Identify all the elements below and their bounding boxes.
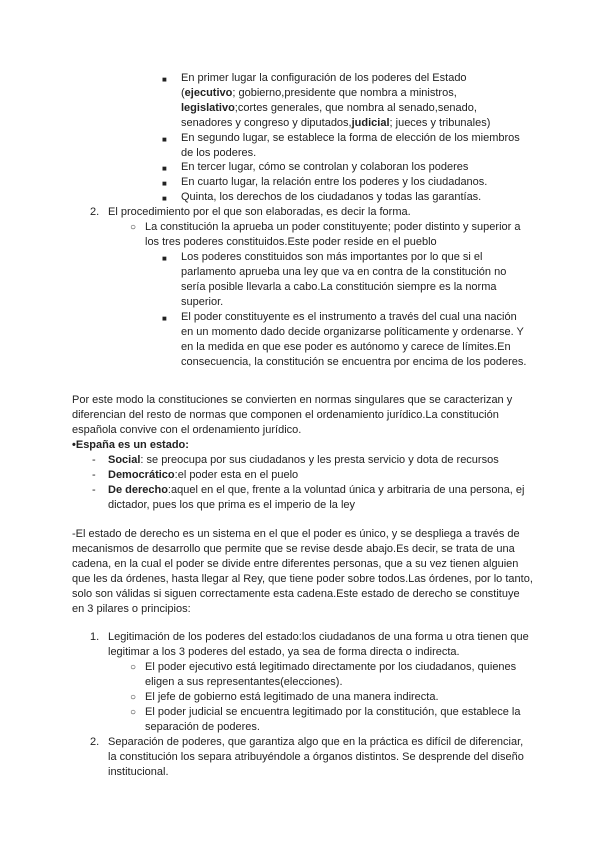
list-item <box>108 468 533 483</box>
list-item: El procedimiento por el que son elaboradas, es decir la forma. <box>108 206 411 218</box>
list-item: Separación de poderes, que garantiza algo que en la práctica es difícil de diferenciar, la constitución los separa atribuyéndole a órganos distintos. Se desprende del diseño institucional. <box>108 736 524 778</box>
dash-bullet: - <box>92 469 96 481</box>
item-text: ;cortes generales, que nombra al senado,senado, senadores y congreso y diputados, <box>181 102 477 129</box>
square-bullet-icon: ■ <box>162 194 167 203</box>
circle-bullet-icon: ○ <box>130 662 137 673</box>
square-bullet-icon: ■ <box>162 164 167 173</box>
list-item: La constitución la aprueba un poder constituyente; poder distinto y superior a los tres poderes constituidos.Este poder reside en el pueblo <box>145 221 521 248</box>
square-bullet-icon: ■ <box>162 314 167 323</box>
item-text: : se preocupa por sus ciudadanos y les presta servicio y dota de recursos <box>140 454 499 466</box>
square-bullet-icon: ■ <box>162 75 167 84</box>
bold-term: legislativo <box>181 102 235 114</box>
list-item: El poder constituyente es el instrumento a través del cual una nación en un momento dado decide organizarse políticamente y ordenarse. Y en la medida en que ese poder es autónomo y carece de límites.En consecuencia, la constitución se encuentra por encima de los poderes. <box>181 311 527 368</box>
item-text: ; jueces y tribunales) <box>389 117 491 129</box>
list-number: 2. <box>90 736 100 748</box>
list-item: El poder ejecutivo está legitimado directamente por los ciudadanos, quienes eligen a sus representantes(elecciones). <box>145 661 517 688</box>
list-item: Legitimación de los poderes del estado:los ciudadanos de una forma u otra tienen que legitimar a los 3 poderes del estado, ya sea de forma directa o indirecta. <box>108 631 529 658</box>
list-item: Los poderes constituidos son más importantes por lo que si el parlamento aprueba una ley que va en contra de la constitución no sería posible llevarla a cabo.La constitución siempre es la norma superior. <box>181 251 507 308</box>
bold-term: Democrático <box>108 469 175 481</box>
item-text: :el poder esta en el puelo <box>174 469 299 481</box>
bold-term: De derecho <box>108 484 168 496</box>
square-bullet-icon: ■ <box>162 254 167 263</box>
list-item <box>181 71 501 131</box>
list-item: En tercer lugar, cómo se controlan y colaboran los poderes <box>181 161 469 173</box>
square-bullet-icon: ■ <box>162 135 167 144</box>
list-item: El jefe de gobierno está legitimado de una manera indirecta. <box>145 691 439 703</box>
circle-bullet-icon: ○ <box>130 222 137 233</box>
section-heading: •España es un estado: <box>72 439 189 451</box>
list-item: Quinta, los derechos de los ciudadanos y todas las garantías. <box>181 191 482 203</box>
list-item: En segundo lugar, se establece la forma de elección de los miembros de los poderes. <box>181 132 520 159</box>
list-item <box>108 453 533 468</box>
dash-bullet: - <box>92 454 96 466</box>
bold-term: Social <box>108 454 141 466</box>
item-text: En primer lugar la configuración de los poderes del Estado ( <box>181 72 467 99</box>
item-text: ; gobierno,presidente que nombra a ministros, <box>232 87 457 99</box>
circle-bullet-icon: ○ <box>130 707 137 718</box>
bold-term: ejecutivo <box>184 87 233 99</box>
dash-bullet: - <box>92 484 96 496</box>
list-number: 1. <box>90 631 100 643</box>
square-bullet-icon: ■ <box>162 179 167 188</box>
list-item: El poder judicial se encuentra legitimado por la constitución, que establece la separación de poderes. <box>145 706 521 733</box>
list-number: 2. <box>90 206 100 218</box>
list-item: En cuarto lugar, la relación entre los poderes y los ciudadanos. <box>181 176 488 188</box>
circle-bullet-icon: ○ <box>130 692 137 703</box>
paragraph: -El estado de derecho es un sistema en el que el poder es único, y se despliega a través de mecanismos de desarrollo que permite que se revise desde abajo.Es decir, se trata de una cadena, en la cual el poder se divide entre diferentes personas, que a su vez tienen alguien que les da órdenes, hasta llegar al Rey, que tiene poder sobre todos.Las órdenes, por lo tanto, solo son válidas si siguen correctamente esta cadena.Este estado de derecho se constituye en 3 pilares o principios: <box>72 528 533 615</box>
paragraph: Por este modo la constituciones se convierten en normas singulares que se caracterizan y diferencian del resto de normas que componen el ordenamiento jurídico.La constitución española convive con el ordenamiento jurídico. <box>72 394 513 436</box>
bold-term: judicial <box>351 117 390 129</box>
list-item <box>108 483 533 513</box>
item-text: :aquel en el que, frente a la voluntad única y arbitraria de una persona, ej dictador, pues los que prima es el imperio de la ley <box>108 484 525 511</box>
